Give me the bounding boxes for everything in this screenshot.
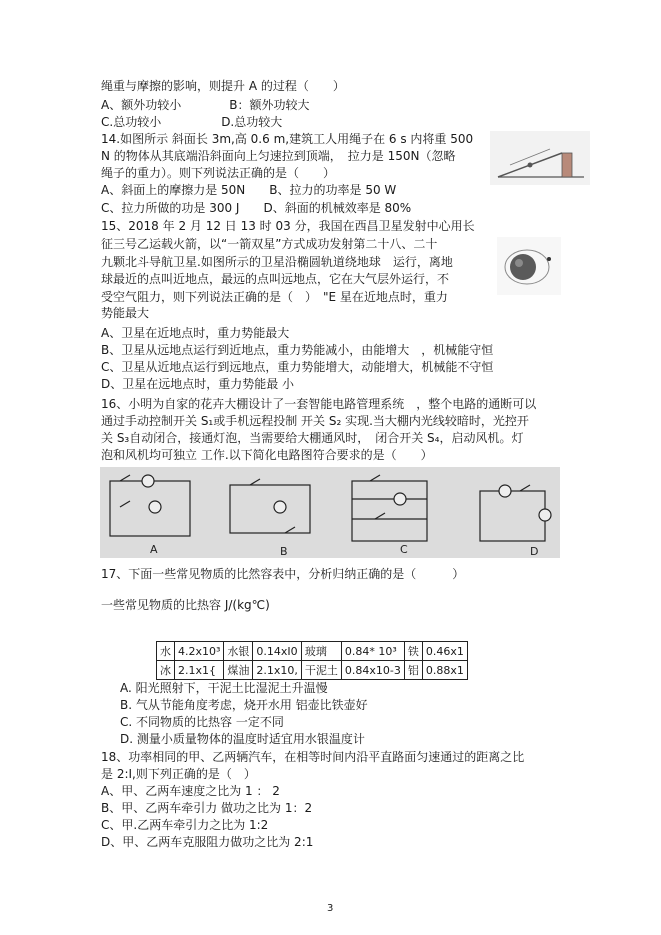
table-cell: 水 — [157, 642, 175, 661]
text-line: 势能最大 — [101, 306, 150, 320]
text-line: A、斜面上的摩擦力是 50N B、拉力的功率是 50 W — [101, 183, 397, 197]
circuit-options-figure — [100, 467, 560, 558]
text-line: 是 2:I,则下列正确的是（ ） — [101, 767, 256, 781]
text-line: 受空气阻力，则下列说法正确的是（ ） "E 星在近地点时，重力 — [101, 290, 448, 304]
table-cell: 干泥土 — [301, 661, 341, 680]
table-cell: 铁 — [404, 642, 422, 661]
table-cell: 0.14xI0 — [253, 642, 302, 661]
circuit-label: B — [280, 545, 288, 558]
specific-heat-table — [156, 641, 468, 680]
table-cell: 4.2x10³ — [175, 642, 224, 661]
text-line: D、甲、乙两车克服阻力做功之比为 2:1 — [101, 835, 314, 849]
table-cell: 0.84x10-3 — [341, 661, 404, 680]
table-cell: 0.88x1 — [422, 661, 467, 680]
circuit-label: C — [400, 543, 408, 556]
table-cell: 铝 — [404, 661, 422, 680]
table-cell: 水银 — [224, 642, 253, 661]
text-line: C.总功较小 D.总功较大 — [101, 115, 283, 129]
text-line: 18、功率相同的甲、乙两辆汽车，在相等时间内沿平直路面匀速通过的距离之比 — [101, 750, 525, 764]
text-line: 14.如图所示 斜面长 3m,高 0.6 m,建筑工人用绳子在 6 s 内将重 500 — [101, 132, 474, 146]
text-line: 征三号乙运载火箭，以“一箭双星”方式成功发射第二十八、二十 — [101, 237, 438, 251]
text-line: B、甲、乙两车牵引力 做功之比为 1：2 — [101, 801, 313, 815]
text-line: B、卫星从远地点运行到近地点，重力势能减小，由能增大 ，机械能守恒 — [101, 343, 494, 357]
text-line: 球最近的点叫近地点，最远的点叫远地点，它在大气层外运行，不 — [101, 272, 450, 286]
text-line: 关 S₃自动闭合，接通灯泡，当需要给大棚通风时， 闭合开关 S₄，启动风机。灯 — [101, 431, 524, 445]
table-cell: 0.84* 10³ — [341, 642, 404, 661]
text-line: 15、2018 年 2 月 12 日 13 时 03 分，我国在西昌卫星发射中心用长 — [101, 219, 475, 233]
table-cell: 2.1x1{ — [175, 661, 224, 680]
table-row — [157, 642, 468, 661]
text-line: C、拉力所做的功是 300 J D、斜面的机械效率是 80% — [101, 201, 412, 215]
text-line: A、额外功较小 B：额外功较大 — [101, 98, 310, 112]
table-row — [157, 661, 468, 680]
text-line: D. 测量小质量物体的温度时适宜用水银温度计 — [120, 732, 365, 746]
text-line: N 的物体从其底端沿斜面向上匀速拉到顶端， 拉力是 150N（忽略 — [101, 149, 456, 163]
table-cell: 冰 — [157, 661, 175, 680]
table-cell: 0.46x1 — [422, 642, 467, 661]
text-line: C、卫星从近地点运行到远地点，重力势能增大，动能增大，机械能不守恒 — [101, 360, 494, 374]
table-cell: 玻璃 — [301, 642, 341, 661]
text-line: 一些常见物质的比热容 J/(kg℃) — [101, 598, 270, 612]
text-line: 通过手动控制开关 S₁或手机远程投制 开关 S₂ 实现.当大棚内光线较暗时，光控开 — [101, 414, 529, 428]
circuit-label: A — [150, 543, 158, 556]
text-line: C、甲.乙两车牵引力之比为 1:2 — [101, 818, 269, 832]
text-line: 16、小明为自家的花卉大棚设计了一套智能电路管理系统 ，整个电路的通断可以 — [101, 397, 537, 411]
incline-figure — [490, 131, 590, 185]
text-line: C. 不同物质的比热容 一定不同 — [120, 715, 284, 729]
page-number: 3 — [327, 903, 334, 914]
text-line: D、卫星在远地点时，重力势能最 小 — [101, 377, 295, 391]
text-line: A、甲、乙两车速度之比为 1 ： 2 — [101, 784, 280, 798]
text-line: 九颗北斗导航卫星.如图所示的卫星沿椭圆轨道绕地球 运行，离地 — [101, 255, 453, 269]
satellite-orbit-figure — [497, 237, 561, 295]
text-line: 绳子的重力）。则下列说法正确的是（ ） — [101, 166, 336, 180]
text-line: 17、下面一些常见物质的比然容表中，分析归纳正确的是（ ） — [101, 567, 465, 581]
circuit-label: D — [530, 545, 539, 558]
table-cell: 煤油 — [224, 661, 253, 680]
text-line: 绳重与摩擦的影响，则提升 A 的过程（ ） — [101, 79, 345, 93]
text-line: 泡和风机均可独立 工作.以下简化电路图符合要求的是（ ） — [101, 448, 433, 462]
table-cell: 2.1x10, — [253, 661, 302, 680]
text-line: A. 阳光照射下，干泥土比湿泥土升温慢 — [120, 681, 328, 695]
text-line: B. 气从节能角度考虑，烧开水用 铝壶比铁壶好 — [120, 698, 368, 712]
text-line: A、卫星在近地点时，重力势能最大 — [101, 326, 290, 340]
